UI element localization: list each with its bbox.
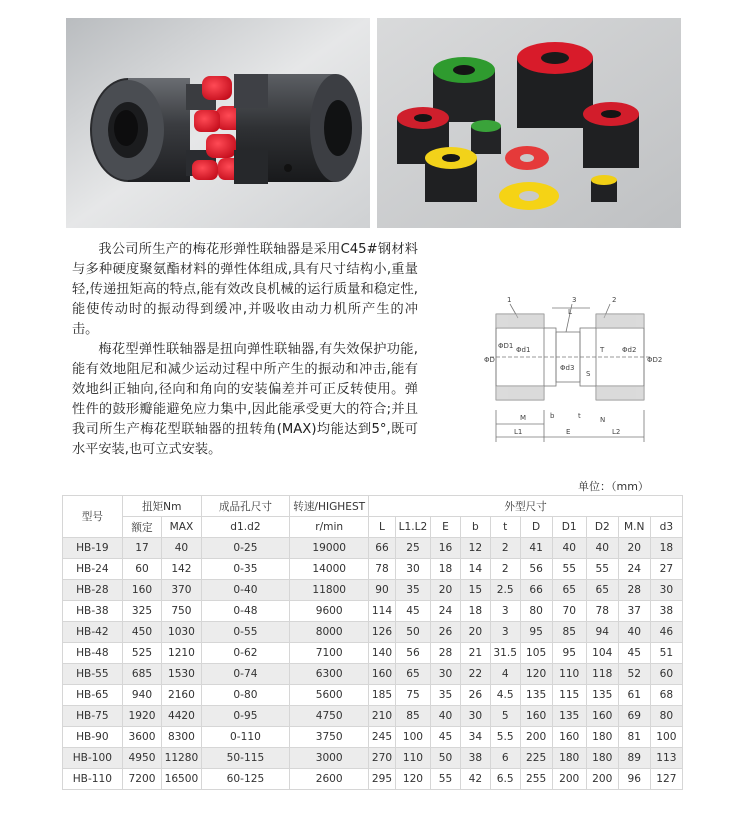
- subheader-cell: L: [369, 517, 396, 538]
- table-cell: 68: [650, 685, 682, 706]
- table-cell: 180: [586, 748, 618, 769]
- table-cell: 56: [395, 643, 430, 664]
- table-cell: 0-35: [201, 559, 290, 580]
- subheader-cell: M.N: [618, 517, 650, 538]
- table-cell: 2160: [162, 685, 201, 706]
- table-cell: 11800: [290, 580, 369, 601]
- table-cell: 0-55: [201, 622, 290, 643]
- table-cell: 55: [552, 559, 586, 580]
- table-cell: 50: [431, 748, 461, 769]
- table-cell: 56: [520, 559, 552, 580]
- table-cell: 46: [650, 622, 682, 643]
- table-cell: 115: [552, 685, 586, 706]
- model-cell: HB-48: [63, 643, 123, 664]
- table-cell: 1530: [162, 664, 201, 685]
- table-cell: 45: [431, 727, 461, 748]
- table-cell: 66: [520, 580, 552, 601]
- table-cell: 22: [460, 664, 490, 685]
- table-cell: 450: [122, 622, 161, 643]
- model-cell: HB-55: [63, 664, 123, 685]
- table-cell: 95: [520, 622, 552, 643]
- table-cell: 26: [431, 622, 461, 643]
- model-cell: HB-19: [63, 538, 123, 559]
- table-cell: 750: [162, 601, 201, 622]
- table-cell: 30: [460, 706, 490, 727]
- table-cell: 80: [650, 706, 682, 727]
- table-cell: 142: [162, 559, 201, 580]
- specification-table: [62, 495, 683, 790]
- table-cell: 37: [618, 601, 650, 622]
- table-cell: 5: [490, 706, 520, 727]
- table-row: [63, 685, 683, 706]
- table-cell: 60: [122, 559, 161, 580]
- table-cell: 1030: [162, 622, 201, 643]
- table-cell: 0-74: [201, 664, 290, 685]
- table-cell: 27: [650, 559, 682, 580]
- table-cell: 20: [460, 622, 490, 643]
- table-cell: 4: [490, 664, 520, 685]
- table-cell: 0-95: [201, 706, 290, 727]
- table-cell: 25: [395, 538, 430, 559]
- table-cell: 85: [395, 706, 430, 727]
- table-cell: 325: [122, 601, 161, 622]
- table-cell: 40: [618, 622, 650, 643]
- table-cell: 100: [395, 727, 430, 748]
- table-cell: 75: [395, 685, 430, 706]
- table-cell: 70: [552, 601, 586, 622]
- table-cell: 2600: [290, 769, 369, 790]
- table-cell: 2.5: [490, 580, 520, 601]
- table-cell: 81: [618, 727, 650, 748]
- callout-2: 2: [612, 296, 617, 304]
- dim-label: M: [520, 414, 527, 422]
- table-cell: 4.5: [490, 685, 520, 706]
- table-cell: 8300: [162, 727, 201, 748]
- dim-label: t: [578, 412, 581, 420]
- model-cell: HB-65: [63, 685, 123, 706]
- table-cell: 127: [650, 769, 682, 790]
- table-cell: 60: [650, 664, 682, 685]
- dim-label: E: [566, 428, 571, 436]
- coupling-assembled-photo: [66, 18, 370, 228]
- table-cell: 200: [520, 727, 552, 748]
- dim-label: L1: [514, 428, 523, 436]
- table-cell: 940: [122, 685, 161, 706]
- model-cell: HB-42: [63, 622, 123, 643]
- product-description: [72, 240, 418, 460]
- table-cell: 245: [369, 727, 396, 748]
- table-cell: 255: [520, 769, 552, 790]
- coupling-technical-drawing: [482, 292, 687, 452]
- table-cell: 21: [460, 643, 490, 664]
- table-row: [63, 559, 683, 580]
- table-cell: 140: [369, 643, 396, 664]
- subheader-cell: MAX: [162, 517, 201, 538]
- table-cell: 18: [431, 559, 461, 580]
- table-cell: 3: [490, 601, 520, 622]
- table-cell: 114: [369, 601, 396, 622]
- dim-label: L2: [612, 428, 621, 436]
- description-paragraph: 梅花型弹性联轴器是扭向弹性联轴器,有失效保护功能,能有效地阻尼和减少运动过程中所产生的振动和冲击,能有效地纠正轴向,径向和角向的安装偏差并可正反转使用。弹性件的鼓形瓣能避免应力集中,因此能承受更大的符合;并且我司所生产梅花型联轴器的扭转角(MAX)均能达到5°,既可水平安装,也可立式安装。: [72, 342, 418, 457]
- table-cell: 100: [650, 727, 682, 748]
- subheader-cell: 额定: [122, 517, 161, 538]
- description-paragraph: 我公司所生产的梅花形弹性联轴器是采用C45#钢材料与多种硬度聚氨酯材料的弹性体组成,具有尺寸结构小,重量轻,传递扭矩高的特点,能有效改良机械的运行质量和稳定性,能使传动时的振动得到缓冲,并吸收由动力机所产生的冲击。: [72, 242, 418, 337]
- model-cell: HB-110: [63, 769, 123, 790]
- table-cell: 65: [395, 664, 430, 685]
- table-cell: 7200: [122, 769, 161, 790]
- table-cell: 0-48: [201, 601, 290, 622]
- table-cell: 135: [520, 685, 552, 706]
- table-cell: 40: [431, 706, 461, 727]
- table-cell: 28: [618, 580, 650, 601]
- dim-label: T: [600, 346, 605, 354]
- table-row: [63, 664, 683, 685]
- dim-label: ΦD: [484, 356, 495, 364]
- dim-label: Φd1: [516, 346, 531, 354]
- table-cell: 5600: [290, 685, 369, 706]
- sub-header-row: [63, 517, 683, 538]
- table-cell: 89: [618, 748, 650, 769]
- table-cell: 160: [520, 706, 552, 727]
- table-cell: 55: [586, 559, 618, 580]
- table-cell: 52: [618, 664, 650, 685]
- table-cell: 28: [431, 643, 461, 664]
- table-cell: 180: [552, 748, 586, 769]
- header-torque: 扭矩Nm: [122, 496, 201, 517]
- table-cell: 6: [490, 748, 520, 769]
- table-cell: 12: [460, 538, 490, 559]
- table-cell: 113: [650, 748, 682, 769]
- table-row: [63, 727, 683, 748]
- subheader-cell: d1.d2: [201, 517, 290, 538]
- table-cell: 40: [586, 538, 618, 559]
- dim-label: L: [568, 308, 572, 316]
- model-cell: HB-75: [63, 706, 123, 727]
- table-cell: 20: [431, 580, 461, 601]
- table-cell: 18: [650, 538, 682, 559]
- table-cell: 4950: [122, 748, 161, 769]
- table-cell: 19000: [290, 538, 369, 559]
- dim-label: Φd3: [560, 364, 575, 372]
- table-cell: 18: [460, 601, 490, 622]
- table-cell: 66: [369, 538, 396, 559]
- table-cell: 135: [552, 706, 586, 727]
- table-cell: 78: [586, 601, 618, 622]
- table-row: [63, 538, 683, 559]
- table-row: [63, 601, 683, 622]
- table-cell: 34: [460, 727, 490, 748]
- table-cell: 118: [586, 664, 618, 685]
- table-cell: 20: [618, 538, 650, 559]
- table-cell: 200: [586, 769, 618, 790]
- table-cell: 0-62: [201, 643, 290, 664]
- table-row: [63, 622, 683, 643]
- dim-label: S: [586, 370, 591, 378]
- table-cell: 160: [369, 664, 396, 685]
- dim-label: b: [550, 412, 555, 420]
- subheader-cell: b: [460, 517, 490, 538]
- table-cell: 104: [586, 643, 618, 664]
- coupling-assortment-photo: [377, 18, 681, 228]
- table-cell: 6.5: [490, 769, 520, 790]
- table-cell: 105: [520, 643, 552, 664]
- table-cell: 2: [490, 559, 520, 580]
- table-body: [63, 538, 683, 790]
- table-cell: 40: [162, 538, 201, 559]
- table-cell: 110: [552, 664, 586, 685]
- table-cell: 40: [552, 538, 586, 559]
- table-cell: 17: [122, 538, 161, 559]
- dim-label: N: [600, 416, 606, 424]
- table-row: [63, 769, 683, 790]
- table-cell: 96: [618, 769, 650, 790]
- table-cell: 120: [520, 664, 552, 685]
- table-cell: 50: [395, 622, 430, 643]
- table-cell: 8000: [290, 622, 369, 643]
- table-cell: 3750: [290, 727, 369, 748]
- table-cell: 16500: [162, 769, 201, 790]
- subheader-cell: D1: [552, 517, 586, 538]
- table-cell: 69: [618, 706, 650, 727]
- table-cell: 180: [586, 727, 618, 748]
- unit-label: 单位：（mm）: [578, 480, 649, 493]
- subheader-cell: D: [520, 517, 552, 538]
- table-cell: 120: [395, 769, 430, 790]
- table-cell: 3600: [122, 727, 161, 748]
- model-cell: HB-24: [63, 559, 123, 580]
- model-cell: HB-28: [63, 580, 123, 601]
- table-cell: 200: [552, 769, 586, 790]
- dim-label: ΦD2: [647, 356, 663, 364]
- table-cell: 4420: [162, 706, 201, 727]
- table-cell: 525: [122, 643, 161, 664]
- table-cell: 1920: [122, 706, 161, 727]
- table-row: [63, 580, 683, 601]
- table-cell: 30: [431, 664, 461, 685]
- table-cell: 55: [431, 769, 461, 790]
- table-cell: 9600: [290, 601, 369, 622]
- subheader-cell: d3: [650, 517, 682, 538]
- table-cell: 4750: [290, 706, 369, 727]
- table-cell: 50-115: [201, 748, 290, 769]
- table-cell: 0-80: [201, 685, 290, 706]
- table-cell: 11280: [162, 748, 201, 769]
- callout-1: 1: [507, 296, 512, 304]
- table-cell: 0-110: [201, 727, 290, 748]
- table-cell: 24: [431, 601, 461, 622]
- table-cell: 225: [520, 748, 552, 769]
- table-cell: 0-25: [201, 538, 290, 559]
- table-cell: 24: [618, 559, 650, 580]
- table-cell: 94: [586, 622, 618, 643]
- header-model: 型号: [63, 496, 123, 538]
- table-cell: 38: [460, 748, 490, 769]
- table-cell: 210: [369, 706, 396, 727]
- table-cell: 42: [460, 769, 490, 790]
- table-cell: 2: [490, 538, 520, 559]
- table-cell: 51: [650, 643, 682, 664]
- subheader-cell: L1.L2: [395, 517, 430, 538]
- table-cell: 41: [520, 538, 552, 559]
- dim-label: ΦD1: [498, 342, 514, 350]
- table-cell: 160: [122, 580, 161, 601]
- table-cell: 7100: [290, 643, 369, 664]
- table-cell: 26: [460, 685, 490, 706]
- table-cell: 95: [552, 643, 586, 664]
- table-cell: 370: [162, 580, 201, 601]
- table-row: [63, 748, 683, 769]
- model-cell: HB-38: [63, 601, 123, 622]
- table-cell: 60-125: [201, 769, 290, 790]
- table-cell: 16: [431, 538, 461, 559]
- table-cell: 30: [650, 580, 682, 601]
- header-speed: 转速/HIGHEST: [290, 496, 369, 517]
- header-dims: 外型尺寸: [369, 496, 683, 517]
- table-cell: 160: [586, 706, 618, 727]
- subheader-cell: t: [490, 517, 520, 538]
- table-cell: 45: [618, 643, 650, 664]
- dim-label: Φd2: [622, 346, 637, 354]
- table-cell: 3: [490, 622, 520, 643]
- header-bore: 成品孔尺寸: [201, 496, 290, 517]
- callout-3: 3: [572, 296, 577, 304]
- table-cell: 110: [395, 748, 430, 769]
- table-cell: 0-40: [201, 580, 290, 601]
- table-cell: 90: [369, 580, 396, 601]
- table-cell: 80: [520, 601, 552, 622]
- table-cell: 65: [586, 580, 618, 601]
- table-cell: 35: [431, 685, 461, 706]
- table-cell: 30: [395, 559, 430, 580]
- table-cell: 3000: [290, 748, 369, 769]
- subheader-cell: D2: [586, 517, 618, 538]
- subheader-cell: r/min: [290, 517, 369, 538]
- table-cell: 14: [460, 559, 490, 580]
- table-cell: 270: [369, 748, 396, 769]
- table-cell: 14000: [290, 559, 369, 580]
- table-cell: 295: [369, 769, 396, 790]
- table-cell: 15: [460, 580, 490, 601]
- table-row: [63, 643, 683, 664]
- table-cell: 78: [369, 559, 396, 580]
- table-cell: 45: [395, 601, 430, 622]
- table-cell: 65: [552, 580, 586, 601]
- subheader-cell: E: [431, 517, 461, 538]
- table-cell: 35: [395, 580, 430, 601]
- table-cell: 31.5: [490, 643, 520, 664]
- table-cell: 135: [586, 685, 618, 706]
- model-cell: HB-90: [63, 727, 123, 748]
- table-cell: 85: [552, 622, 586, 643]
- table-cell: 5.5: [490, 727, 520, 748]
- table-row: [63, 706, 683, 727]
- table-cell: 1210: [162, 643, 201, 664]
- table-cell: 61: [618, 685, 650, 706]
- model-cell: HB-100: [63, 748, 123, 769]
- table-cell: 160: [552, 727, 586, 748]
- table-cell: 6300: [290, 664, 369, 685]
- table-cell: 38: [650, 601, 682, 622]
- table-cell: 126: [369, 622, 396, 643]
- table-cell: 685: [122, 664, 161, 685]
- table-cell: 185: [369, 685, 396, 706]
